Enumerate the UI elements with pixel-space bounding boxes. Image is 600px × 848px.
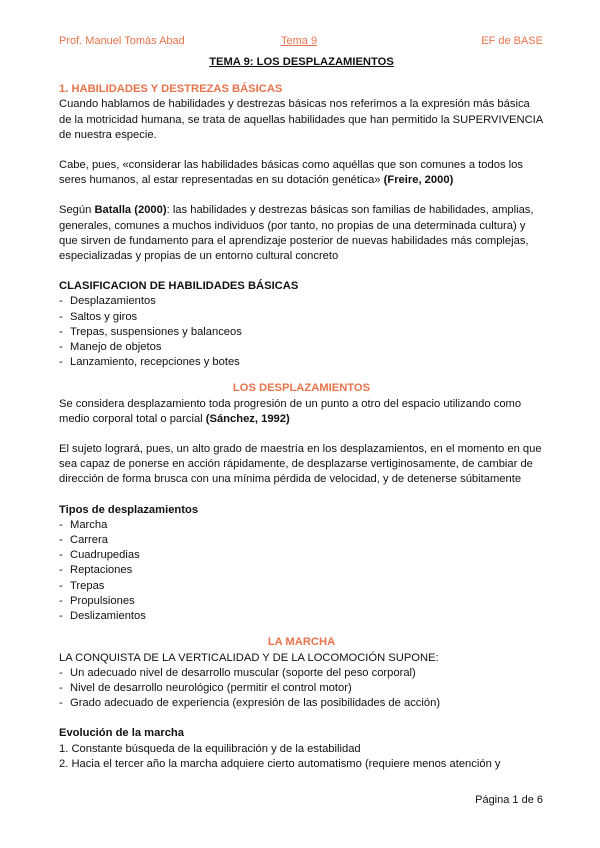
- list-item: - Lanzamiento, recepciones y botes: [59, 355, 544, 370]
- types-heading: Tipos de desplazamientos: [59, 503, 199, 516]
- list-item: - Un adecuado nivel de desarrollo muscular (soporte del peso corporal): [59, 666, 544, 681]
- classification-list: [59, 294, 544, 370]
- list-item: - Trepas: [59, 579, 544, 594]
- list-item: - Carrera: [59, 533, 544, 548]
- paragraph: LA CONQUISTA DE LA VERTICALIDAD Y DE LA LOCOMOCIÓN SUPONE:: [59, 651, 439, 664]
- list-item: - Trepas, suspensiones y balanceos: [59, 325, 544, 340]
- section-heading-marcha: LA MARCHA: [267, 636, 336, 649]
- document-body: [59, 55, 544, 772]
- evolution-list: [59, 742, 544, 772]
- list-item: - Propulsiones: [59, 594, 544, 609]
- list-item: - Grado adecuado de experiencia (expresión de las posibilidades de acción): [59, 696, 544, 711]
- list-item: - Marcha: [59, 518, 544, 533]
- paragraph: Cuando hablamos de habilidades y destrezas básicas nos referimos a la expresión más básica de la motricidad humana, se trata de aquellas habilidades que han permitido la SUPERVIVENCIA de nuestra especie.: [59, 98, 543, 141]
- section-heading-habilidades: 1. HABILIDADES Y DESTREZAS BÁSICAS: [59, 83, 283, 96]
- list-item: - Saltos y giros: [59, 310, 544, 325]
- citation: Batalla (2000): [94, 204, 167, 217]
- list-item: 1. Constante búsqueda de la equilibración y de la estabilidad: [59, 742, 361, 755]
- list-item: - Deslizamientos: [59, 609, 544, 624]
- header-topic: Tema 9: [281, 35, 318, 47]
- paragraph: El sujeto logrará, pues, un alto grado de maestría en los desplazamientos, en el momento en que sea capaz de ponerse en acción rápidamente, de desplazarse vertiginosamente, de cambiar de dirección de forma brusca con una mínima pérdida de velocidad, y de detenerse súbitamente: [59, 443, 542, 486]
- types-list: [59, 518, 544, 624]
- paragraph-text: : las habilidades y destrezas básicas son familias de habilidades, amplias, generales, comunes a muchos individuos (por tanto, no propias de una determinada cultura) y que sirven de fundamento para el aprendizaje posterior de nuevas habilidades más complejas, especializadas y propias de un entorno cultural concreto: [59, 204, 534, 263]
- citation: (Sánchez, 1992): [205, 412, 290, 425]
- requirements-list: [59, 666, 544, 712]
- paragraph-text: Según: [59, 204, 95, 217]
- evolution-heading: Evolución de la marcha: [59, 727, 184, 740]
- citation: (Freire, 2000): [383, 174, 454, 187]
- section-heading-desplazamientos: LOS DESPLAZAMIENTOS: [232, 382, 371, 395]
- list-item: - Desplazamientos: [59, 294, 544, 309]
- paragraph: [59, 397, 544, 427]
- list-item: - Reptaciones: [59, 563, 544, 578]
- paragraph: [59, 158, 544, 188]
- page-number: Página 1 de 6: [475, 794, 543, 806]
- page-title: TEMA 9: LOS DESPLAZAMIENTOS: [209, 56, 394, 68]
- header-author: Prof. Manuel Tomás Abad: [59, 35, 185, 47]
- list-item: - Nivel de desarrollo neurológico (permitir el control motor): [59, 681, 544, 696]
- paragraph-text: Cabe, pues, «considerar las habilidades básicas como aquéllas que son comunes a todos los seres humanos, al estar representadas en su dotación genética»: [59, 159, 523, 187]
- header-course: EF de BASE: [481, 35, 543, 47]
- list-item: - Cuadrupedias: [59, 548, 544, 563]
- list-item: 2. Hacia el tercer año la marcha adquiere cierto automatismo (requiere menos atención y: [59, 757, 501, 770]
- list-item: - Manejo de objetos: [59, 340, 544, 355]
- paragraph: [59, 203, 544, 264]
- classification-heading: CLASIFICACION DE HABILIDADES BÁSICAS: [59, 280, 299, 293]
- paragraph-text: Se considera desplazamiento toda progresión de un punto a otro del espacio utilizando como medio corporal total o parcial: [59, 397, 522, 425]
